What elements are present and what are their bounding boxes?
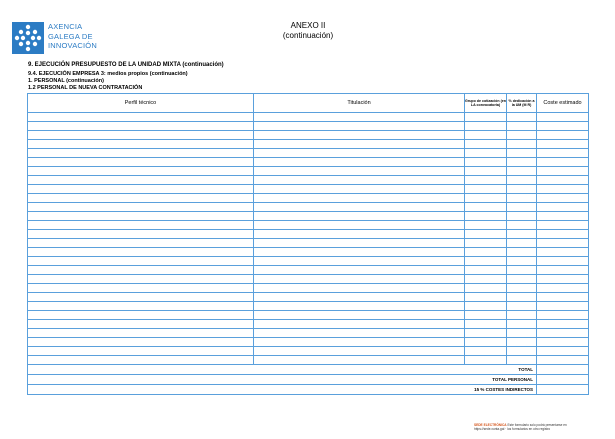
table-row [28, 302, 589, 311]
qualification-cell[interactable] [254, 212, 465, 221]
qualification-cell[interactable] [254, 293, 465, 302]
summary-row [28, 385, 589, 395]
technical-profile-cell[interactable] [28, 356, 254, 365]
summary-value-cell[interactable] [537, 385, 589, 395]
table-row [28, 329, 589, 338]
agency-logo [12, 22, 122, 54]
summary-row [28, 375, 589, 385]
technical-profile-cell[interactable] [28, 158, 254, 167]
qualification-cell[interactable] [254, 311, 465, 320]
summary-value-cell[interactable] [537, 375, 589, 385]
contribution-group-cell[interactable] [465, 239, 507, 248]
contribution-group-cell[interactable] [465, 221, 507, 230]
table-row [28, 221, 589, 230]
dedication-cell[interactable] [507, 329, 537, 338]
qualification-cell[interactable] [254, 275, 465, 284]
qualification-cell[interactable] [254, 230, 465, 239]
table-body [28, 113, 589, 365]
dedication-cell[interactable] [507, 347, 537, 356]
estimated-cost-cell[interactable] [537, 302, 589, 311]
dedication-cell[interactable] [507, 284, 537, 293]
table-row [28, 140, 589, 149]
dedication-cell[interactable] [507, 113, 537, 122]
technical-profile-cell[interactable] [28, 140, 254, 149]
summary-value-cell[interactable] [537, 365, 589, 375]
estimated-cost-cell[interactable] [537, 266, 589, 275]
dedication-cell[interactable] [507, 257, 537, 266]
table-row [28, 320, 589, 329]
table-row [28, 347, 589, 356]
contribution-group-cell[interactable] [465, 212, 507, 221]
section-heading-personal: 1. PERSONAL (continuación) [28, 78, 104, 84]
footer-note [474, 423, 609, 432]
table-row [28, 239, 589, 248]
contribution-group-cell[interactable] [465, 311, 507, 320]
table-row [28, 266, 589, 275]
table-row [28, 338, 589, 347]
contribution-group-cell[interactable] [465, 257, 507, 266]
technical-profile-cell[interactable] [28, 329, 254, 338]
contribution-group-cell[interactable] [465, 293, 507, 302]
dedication-cell[interactable] [507, 167, 537, 176]
technical-profile-cell[interactable] [28, 248, 254, 257]
dedication-cell[interactable] [507, 158, 537, 167]
qualification-cell[interactable] [254, 320, 465, 329]
contribution-group-cell[interactable] [465, 284, 507, 293]
dedication-cell[interactable] [507, 140, 537, 149]
qualification-cell[interactable] [254, 176, 465, 185]
contribution-group-cell[interactable] [465, 248, 507, 257]
qualification-cell[interactable] [254, 239, 465, 248]
technical-profile-cell[interactable] [28, 284, 254, 293]
table-row [28, 158, 589, 167]
estimated-cost-cell[interactable] [537, 284, 589, 293]
dedication-cell[interactable] [507, 122, 537, 131]
col-header-contribution-group: Grupo de cotización (en LA convocatoria) [465, 94, 507, 113]
technical-profile-cell[interactable] [28, 194, 254, 203]
qualification-cell[interactable] [254, 167, 465, 176]
technical-profile-cell[interactable] [28, 203, 254, 212]
estimated-cost-cell[interactable] [537, 203, 589, 212]
table-row [28, 230, 589, 239]
estimated-cost-cell[interactable] [537, 275, 589, 284]
estimated-cost-cell[interactable] [537, 338, 589, 347]
estimated-cost-cell[interactable] [537, 212, 589, 221]
contribution-group-cell[interactable] [465, 122, 507, 131]
qualification-cell[interactable] [254, 257, 465, 266]
dedication-cell[interactable] [507, 320, 537, 329]
table-row [28, 203, 589, 212]
technical-profile-cell[interactable] [28, 338, 254, 347]
summary-label: TOTAL [28, 365, 537, 375]
estimated-cost-cell[interactable] [537, 131, 589, 140]
section-heading-9-4: 9.4. EJECUCIÓN EMPRESA 3: medios propios (continuación) [28, 71, 188, 77]
estimated-cost-cell[interactable] [537, 176, 589, 185]
contribution-group-cell[interactable] [465, 176, 507, 185]
qualification-cell[interactable] [254, 149, 465, 158]
contribution-group-cell[interactable] [465, 275, 507, 284]
contribution-group-cell[interactable] [465, 347, 507, 356]
contribution-group-cell[interactable] [465, 140, 507, 149]
dedication-cell[interactable] [507, 230, 537, 239]
technical-profile-cell[interactable] [28, 302, 254, 311]
section-heading-new-hires: 1.2 PERSONAL DE NUEVA CONTRATACIÓN [28, 85, 143, 91]
estimated-cost-cell[interactable] [537, 329, 589, 338]
table-row [28, 122, 589, 131]
contribution-group-cell[interactable] [465, 131, 507, 140]
contribution-group-cell[interactable] [465, 167, 507, 176]
qualification-cell[interactable] [254, 356, 465, 365]
table-row [28, 185, 589, 194]
technical-profile-cell[interactable] [28, 149, 254, 158]
dedication-cell[interactable] [507, 212, 537, 221]
table-row [28, 284, 589, 293]
summary-label: TOTAL PERSONAL [28, 375, 537, 385]
table-row [28, 293, 589, 302]
estimated-cost-cell[interactable] [537, 320, 589, 329]
qualification-cell[interactable] [254, 284, 465, 293]
qualification-cell[interactable] [254, 347, 465, 356]
technical-profile-cell[interactable] [28, 230, 254, 239]
estimated-cost-cell[interactable] [537, 356, 589, 365]
dedication-cell[interactable] [507, 356, 537, 365]
contribution-group-cell[interactable] [465, 338, 507, 347]
estimated-cost-cell[interactable] [537, 239, 589, 248]
contribution-group-cell[interactable] [465, 302, 507, 311]
dedication-cell[interactable] [507, 221, 537, 230]
qualification-cell[interactable] [254, 131, 465, 140]
contribution-group-cell[interactable] [465, 356, 507, 365]
dedication-cell[interactable] [507, 266, 537, 275]
table-row [28, 194, 589, 203]
technical-profile-cell[interactable] [28, 113, 254, 122]
contribution-group-cell[interactable] [465, 203, 507, 212]
qualification-cell[interactable] [254, 140, 465, 149]
section-heading-9: 9. EJECUCIÓN PRESUPUESTO DE LA UNIDAD MIXTA (continuación) [28, 62, 224, 68]
qualification-cell[interactable] [254, 194, 465, 203]
estimated-cost-cell[interactable] [537, 158, 589, 167]
qualification-cell[interactable] [254, 203, 465, 212]
agency-name-line2: GALEGA DE [48, 31, 93, 41]
estimated-cost-cell[interactable] [537, 185, 589, 194]
dedication-cell[interactable] [507, 194, 537, 203]
dedication-cell[interactable] [507, 302, 537, 311]
col-header-technical-profile: Perfil técnico [28, 94, 254, 113]
xunta-cross-logo-icon [12, 22, 44, 54]
estimated-cost-cell[interactable] [537, 257, 589, 266]
qualification-cell[interactable] [254, 248, 465, 257]
page-title [258, 21, 358, 41]
technical-profile-cell[interactable] [28, 257, 254, 266]
dedication-cell[interactable] [507, 176, 537, 185]
dedication-cell[interactable] [507, 293, 537, 302]
technical-profile-cell[interactable] [28, 221, 254, 230]
qualification-cell[interactable] [254, 185, 465, 194]
table-header-row [28, 94, 589, 113]
qualification-cell[interactable] [254, 158, 465, 167]
estimated-cost-cell[interactable] [537, 347, 589, 356]
table-row [28, 113, 589, 122]
dedication-cell[interactable] [507, 275, 537, 284]
table-row [28, 131, 589, 140]
contribution-group-cell[interactable] [465, 149, 507, 158]
estimated-cost-cell[interactable] [537, 248, 589, 257]
estimated-cost-cell[interactable] [537, 311, 589, 320]
technical-profile-cell[interactable] [28, 185, 254, 194]
technical-profile-cell[interactable] [28, 212, 254, 221]
col-header-estimated-cost: Coste estimado [537, 94, 589, 113]
table-row [28, 257, 589, 266]
dedication-cell[interactable] [507, 203, 537, 212]
table-row [28, 311, 589, 320]
technical-profile-cell[interactable] [28, 167, 254, 176]
col-header-dedication: % dedicación a la UM (M R) [507, 94, 537, 113]
technical-profile-cell[interactable] [28, 347, 254, 356]
annex-title: ANEXO II [290, 21, 326, 30]
contribution-group-cell[interactable] [465, 194, 507, 203]
footer-highlight: SEDE ELECTRÓNICA [474, 423, 507, 427]
estimated-cost-cell[interactable] [537, 122, 589, 131]
summary-row [28, 365, 589, 375]
technical-profile-cell[interactable] [28, 320, 254, 329]
estimated-cost-cell[interactable] [537, 140, 589, 149]
agency-name-line1: AXENCIA [48, 22, 83, 31]
qualification-cell[interactable] [254, 302, 465, 311]
table-row [28, 149, 589, 158]
estimated-cost-cell[interactable] [537, 293, 589, 302]
technical-profile-cell[interactable] [28, 275, 254, 284]
estimated-cost-cell[interactable] [537, 194, 589, 203]
annex-subtitle: (continuación) [282, 31, 334, 40]
contribution-group-cell[interactable] [465, 320, 507, 329]
dedication-cell[interactable] [507, 248, 537, 257]
qualification-cell[interactable] [254, 113, 465, 122]
estimated-cost-cell[interactable] [537, 230, 589, 239]
qualification-cell[interactable] [254, 338, 465, 347]
technical-profile-cell[interactable] [28, 122, 254, 131]
estimated-cost-cell[interactable] [537, 113, 589, 122]
table-row [28, 212, 589, 221]
technical-profile-cell[interactable] [28, 176, 254, 185]
dedication-cell[interactable] [507, 149, 537, 158]
technical-profile-cell[interactable] [28, 266, 254, 275]
technical-profile-cell[interactable] [28, 131, 254, 140]
contribution-group-cell[interactable] [465, 185, 507, 194]
summary-label: 15 % COSTES INDIRECTOS [28, 385, 537, 395]
estimated-cost-cell[interactable] [537, 149, 589, 158]
dedication-cell[interactable] [507, 338, 537, 347]
estimated-cost-cell[interactable] [537, 221, 589, 230]
contribution-group-cell[interactable] [465, 158, 507, 167]
technical-profile-cell[interactable] [28, 311, 254, 320]
contribution-group-cell[interactable] [465, 230, 507, 239]
table-row [28, 248, 589, 257]
dedication-cell[interactable] [507, 239, 537, 248]
contribution-group-cell[interactable] [465, 266, 507, 275]
table-row [28, 167, 589, 176]
contribution-group-cell[interactable] [465, 329, 507, 338]
personnel-table [27, 93, 589, 395]
qualification-cell[interactable] [254, 329, 465, 338]
technical-profile-cell[interactable] [28, 239, 254, 248]
agency-name [48, 22, 97, 51]
table-row [28, 275, 589, 284]
dedication-cell[interactable] [507, 311, 537, 320]
table-row [28, 356, 589, 365]
qualification-cell[interactable] [254, 221, 465, 230]
qualification-cell[interactable] [254, 122, 465, 131]
qualification-cell[interactable] [254, 266, 465, 275]
table-row [28, 176, 589, 185]
dedication-cell[interactable] [507, 131, 537, 140]
footer-line2: https://sede.xunta.gal · los formularios en otro registro [474, 427, 551, 432]
footer-line1: Este formulario solo podrá presentarse en [506, 423, 567, 427]
table-summary [28, 365, 589, 395]
agency-name-line3: INNOVACIÓN [48, 41, 97, 50]
col-header-qualification: Titulación [254, 94, 465, 113]
estimated-cost-cell[interactable] [537, 167, 589, 176]
dedication-cell[interactable] [507, 185, 537, 194]
technical-profile-cell[interactable] [28, 293, 254, 302]
contribution-group-cell[interactable] [465, 113, 507, 122]
